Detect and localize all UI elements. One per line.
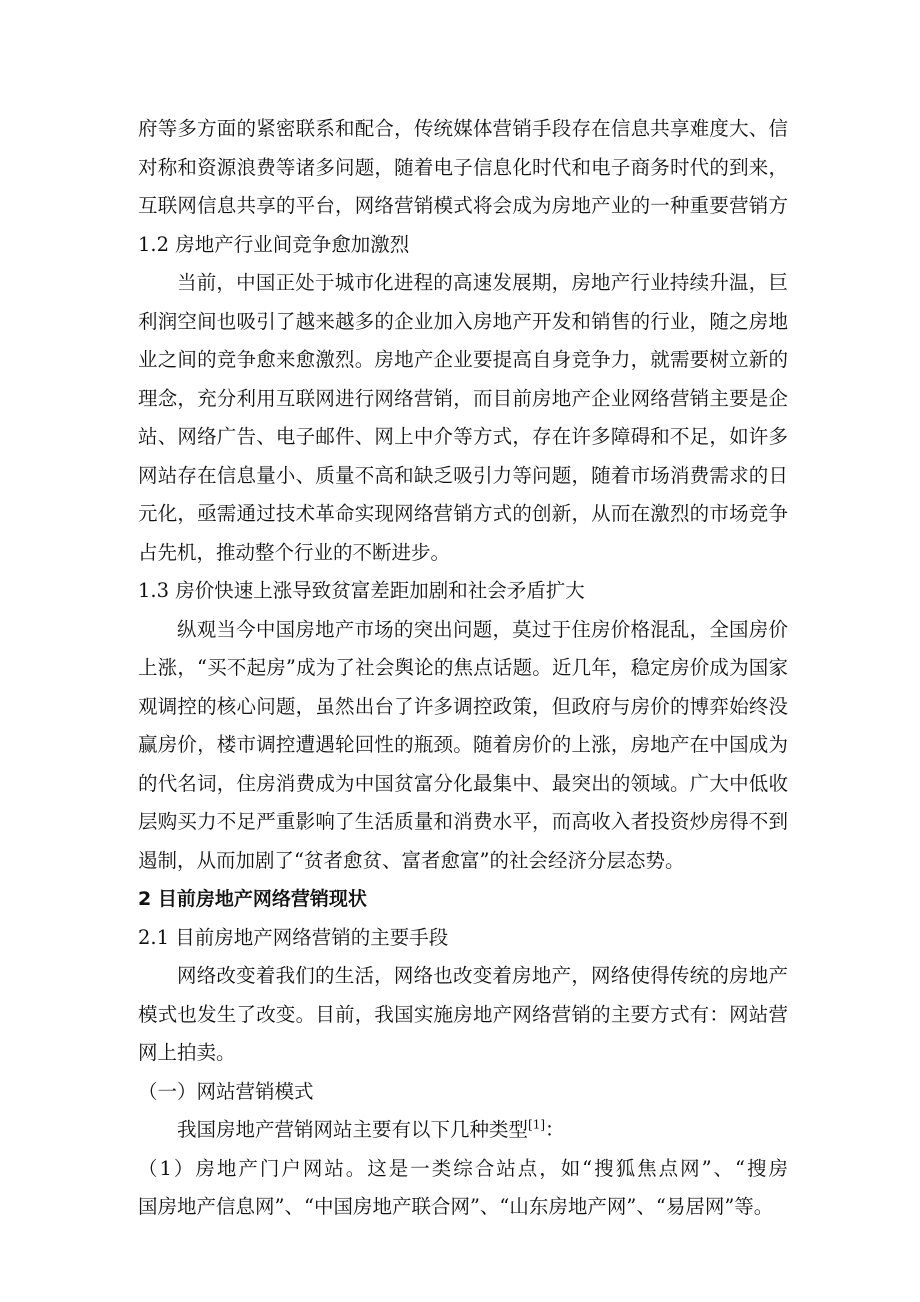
subsection-heading-website-marketing: （一）网站营销模式 (138, 1079, 314, 1103)
paragraph-last-line: 网上拍卖。 (138, 1041, 236, 1064)
document-page (138, 110, 788, 1227)
citation-reference: [1] (528, 1117, 546, 1132)
paragraph-with-citation (138, 1111, 788, 1150)
chapter-heading-2: 2 目前房地产网络营销现状 (138, 888, 367, 910)
section-heading-1-2: 1.2 房地产行业间竞争愈加激烈 (138, 232, 410, 256)
section-heading-2-1: 2.1 目前房地产网络营销的主要手段 (138, 925, 449, 949)
paragraph-line: 利润空间也吸引了越来越多的企业加入房地产开发和销售的行业，随之房地 (138, 309, 788, 333)
paragraph-line: 元化，亟需通过技术革命实现网络营销方式的创新，从而在激烈的市场竞争 (138, 502, 788, 525)
section-heading-1-3: 1.3 房价快速上涨导致贫富差距加剧和社会矛盾扩大 (138, 579, 585, 602)
paragraph-line: 上涨，“买不起房”成为了社会舆论的焦点话题。近几年，稳定房价成为国家 (138, 656, 788, 679)
list-item-line: （1）房地产门户网站。这是一类综合站点，如“搜狐焦点网”、“搜房 (138, 1156, 788, 1180)
paragraph-text: 我国房地产营销网站主要有以下几种类型 (177, 1118, 529, 1141)
paragraph-line: 网站存在信息量小、质量不高和缺乏吸引力等问题，随着市场消费需求的日 (138, 463, 788, 487)
paragraph-line: 理念，充分利用互联网进行网络营销，而目前房地产企业网络营销主要是企 (138, 386, 788, 410)
paragraph-line: 府等多方面的紧密联系和配合，传统媒体营销手段存在信息共享难度大、信 (138, 117, 788, 140)
paragraph-last-line: 占先机，推动整个行业的不断进步。 (138, 540, 451, 564)
paragraph-last-line: 遏制，从而加剧了“贫者愈贫、富者愈富”的社会经济分层态势。 (138, 848, 685, 872)
paragraph-line: 观调控的核心问题，虽然出台了许多调控政策，但政府与房价的博弈始终没 (138, 694, 788, 718)
paragraph-first-line: 网络改变着我们的生活，网络也改变着房地产，网络使得传统的房地产 (177, 964, 788, 987)
paragraph-line: 对称和资源浪费等诸多问题，随着电子信息化时代和电子商务时代的到来， (138, 155, 788, 179)
paragraph-first-line: 当前，中国正处于城市化进程的高速发展期，房地产行业持续升温，巨 (177, 271, 788, 294)
paragraph-line: 层购买力不足严重影响了生活质量和消费水平，而高收入者投资炒房得不到 (138, 810, 788, 833)
paragraph-line: 模式也发生了改变。目前，我国实施房地产网络营销的主要方式有：网站营 (138, 1002, 788, 1026)
paragraph-first-line: 纵观当今中国房地产市场的突出问题，莫过于住房价格混乱，全国房价 (177, 617, 788, 641)
paragraph-line: 赢房价，楼市调控遭遇轮回性的瓶颈。随着房价的上涨，房地产在中国成为 (138, 733, 788, 756)
list-item-last-line: 国房地产信息网”、“中国房地产联合网”、“山东房地产网”、“易居网”等。 (138, 1195, 774, 1218)
paragraph-text-tail: ： (545, 1118, 565, 1141)
paragraph-line: 的代名词，住房消费成为中国贫富分化最集中、最突出的领域。广大中低收 (138, 771, 788, 795)
paragraph-line: 互联网信息共享的平台，网络营销模式将会成为房地产业的一种重要营销方 (138, 194, 788, 217)
paragraph-line: 业之间的竞争愈来愈激烈。房地产企业要提高自身竞争力，就需要树立新的 (138, 348, 788, 371)
paragraph-line: 站、网络广告、电子邮件、网上中介等方式，存在许多障碍和不足，如许多 (138, 425, 788, 448)
